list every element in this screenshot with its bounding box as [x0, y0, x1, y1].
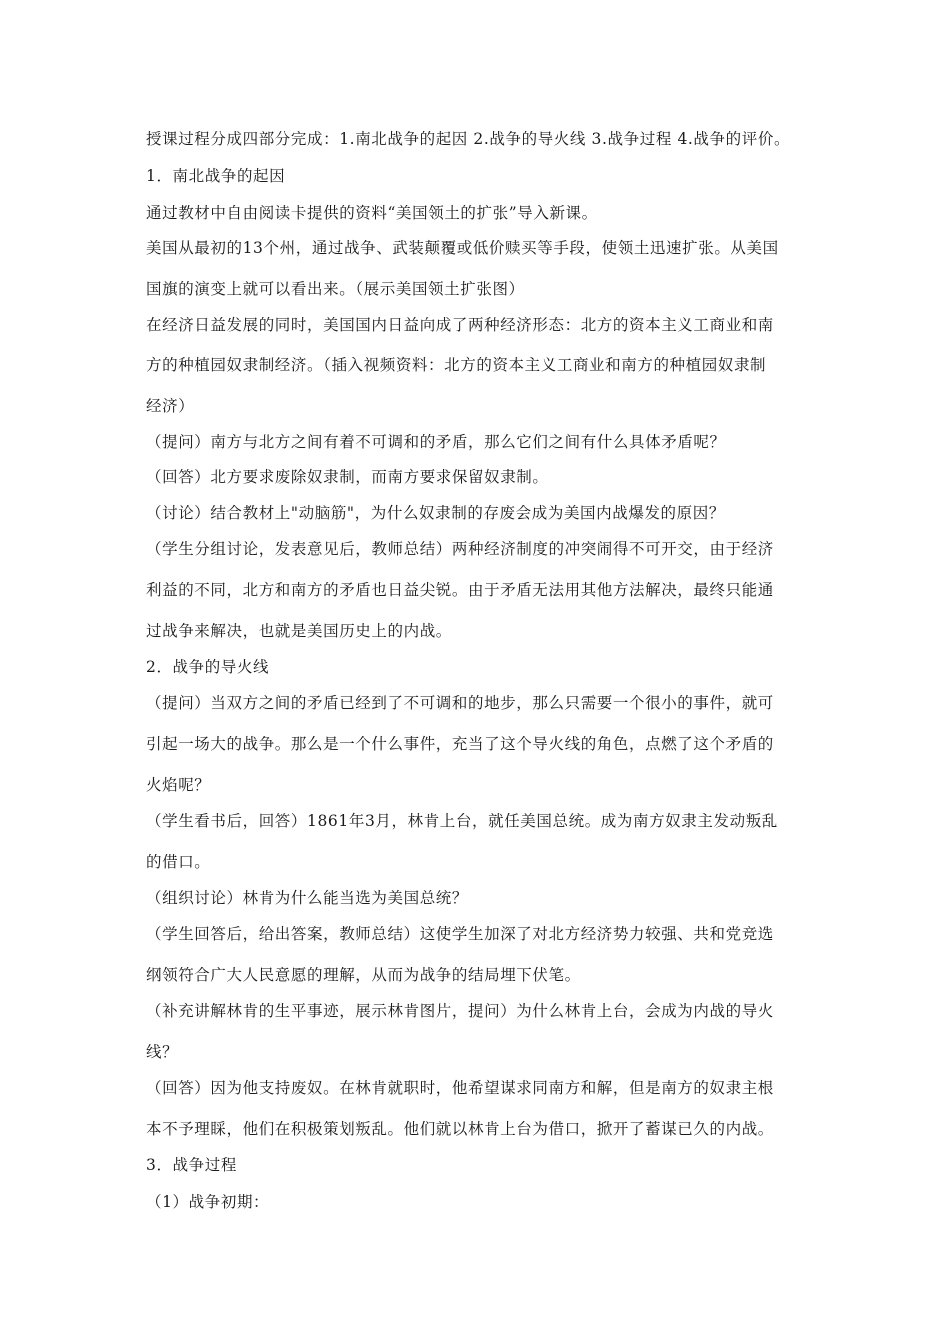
discussion-slavery: （讨论）结合教材上"动脑筋"，为什么奴隶制的存废会成为美国内战爆发的原因？	[146, 504, 725, 522]
paragraph-economy-line-2: 方的种植园奴隶制经济。（插入视频资料：北方的资本主义工商业和南方的种植园奴隶制	[146, 356, 767, 374]
paragraph-economy-line-3: 经济）	[146, 397, 195, 415]
question-conflict: （提问）南方与北方之间有着不可调和的矛盾，那么它们之间有什么具体矛盾呢？	[146, 433, 726, 451]
section-heading-process: 3．战争过程	[146, 1156, 237, 1174]
answer-lincoln-line-2: 的借口。	[146, 853, 211, 871]
paragraph-economy-line-1: 在经济日益发展的同时，美国国内日益向成了两种经济形态：北方的资本主义工商业和南	[146, 316, 774, 334]
section-heading-fuse: 2．战争的导火线	[146, 658, 270, 676]
answer-abolition-line-2: 本不予理睬，他们在积极策划叛乱。他们就以林肯上台为借口，掀开了蓄谋已久的内战。	[146, 1120, 774, 1138]
summary-line-3: 过战争来解决，也就是美国历史上的内战。	[146, 622, 452, 640]
lincoln-biography-line-2: 线？	[146, 1043, 179, 1061]
answer-lincoln-line-1: （学生看书后，回答）1861年3月，林肯上台，就任美国总统。成为南方奴隶主发动叛乱	[146, 812, 778, 830]
question-fuse-line-2: 引起一场大的战争。那么是一个什么事件，充当了这个导火线的角色，点燃了这个矛盾的	[146, 735, 774, 753]
paragraph-territory-line-2: 国旗的演变上就可以看出来。（展示美国领土扩张图）	[146, 280, 525, 298]
teacher-summary-line-2: 纲领符合广大人民意愿的理解，从而为战争的结局埋下伏笔。	[146, 966, 581, 984]
discussion-lincoln: （组织讨论）林肯为什么能当选为美国总统？	[146, 889, 469, 907]
question-fuse-line-3: 火焰呢？	[146, 776, 211, 794]
question-fuse-line-1: （提问）当双方之间的矛盾已经到了不可调和的地步，那么只需要一个很小的事件，就可	[146, 694, 774, 712]
lincoln-biography-line-1: （补充讲解林肯的生平事迹，展示林肯图片，提问）为什么林肯上台，会成为内战的导火	[146, 1002, 774, 1020]
section-heading-causes: 1．南北战争的起因	[146, 167, 286, 185]
paragraph-territory-line-1: 美国从最初的13个州，通过战争、武装颠覆或低价赎买等手段，使领土迅速扩张。从美国	[146, 239, 779, 257]
paragraph-lesson-overview: 授课过程分成四部分完成：1.南北战争的起因 2.战争的导火线 3.战争过程 4.战争的评价。	[146, 130, 791, 148]
subsection-early-war: （1）战争初期：	[146, 1193, 270, 1211]
teacher-summary-line-1: （学生回答后，给出答案，教师总结）这使学生加深了对北方经济势力较强、共和党竞选	[146, 925, 774, 943]
answer-abolition-line-1: （回答）因为他支持废奴。在林肯就职时，他希望谋求同南方和解，但是南方的奴隶主根	[146, 1079, 774, 1097]
summary-line-1: （学生分组讨论，发表意见后，教师总结）两种经济制度的冲突闹得不可开交，由于经济	[146, 540, 774, 558]
answer-slavery: （回答）北方要求废除奴隶制，而南方要求保留奴隶制。	[146, 468, 549, 486]
paragraph-intro: 通过教材中自由阅读卡提供的资料“美国领土的扩张”导入新课。	[146, 204, 598, 222]
summary-line-2: 利益的不同，北方和南方的矛盾也日益尖锐。由于矛盾无法用其他方法解决，最终只能通	[146, 581, 774, 599]
